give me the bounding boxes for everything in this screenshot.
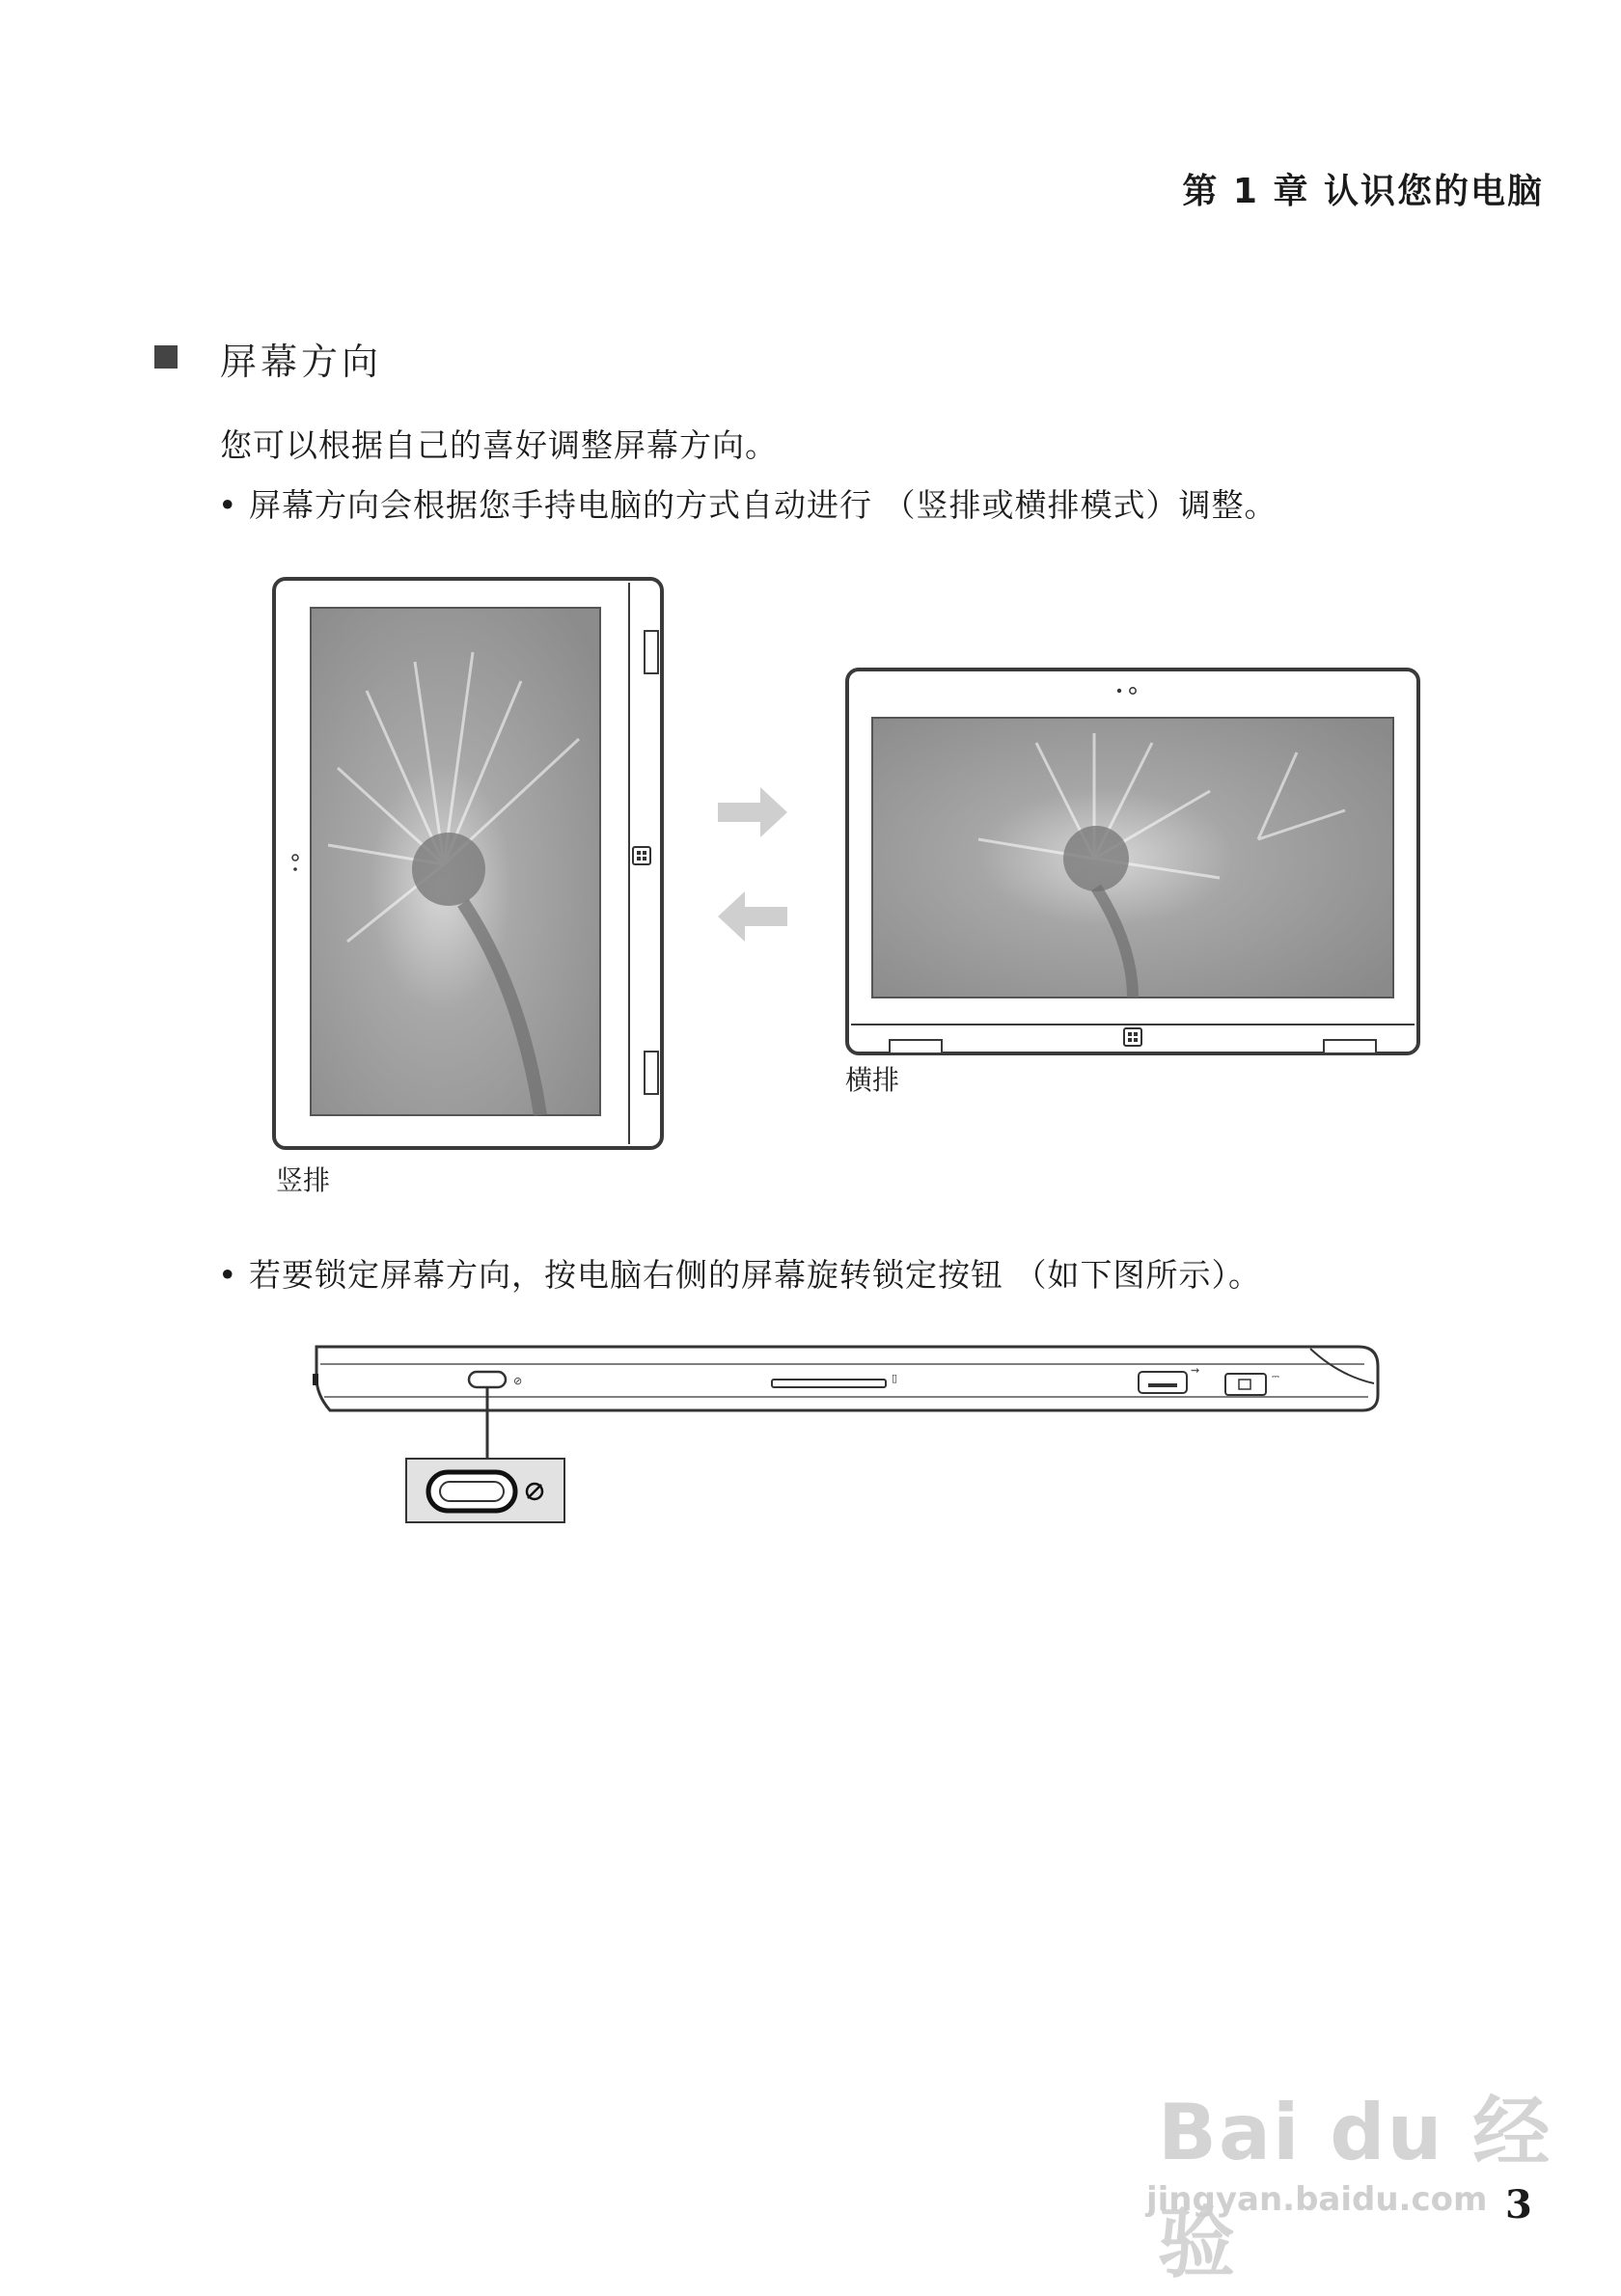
- rotation-lock-button: [469, 1372, 506, 1387]
- hinge-left: [890, 1040, 942, 1053]
- landscape-tablet-illustration: [843, 666, 1422, 1061]
- hinge-top: [645, 631, 658, 673]
- rotation-lock-icon: ⊘: [513, 1375, 523, 1387]
- portrait-tablet-illustration: [270, 575, 666, 1154]
- arrow-left-icon: [714, 888, 791, 945]
- arrow-right-icon: [714, 783, 791, 841]
- landscape-caption: 横排: [845, 1064, 900, 1096]
- windows-button-icon: [633, 847, 650, 864]
- usb-port: [1139, 1372, 1187, 1393]
- bullet-auto-rotate: • 屏幕方向会根据您手持电脑的方式自动进行 （竖排或横排模式）调整。: [218, 486, 1278, 524]
- watermark-url: jingyan.baidu.com: [1146, 2180, 1488, 2219]
- page-number: 3: [1505, 2182, 1532, 2228]
- bullet-rotation-lock: • 若要锁定屏幕方向，按电脑右侧的屏幕旋转锁定按钮 （如下图所示）。: [218, 1256, 1261, 1294]
- section-title: 屏幕方向: [220, 341, 383, 383]
- svg-text:▯: ▯: [892, 1372, 898, 1384]
- chapter-header: 第 1 章 认识您的电脑: [1182, 172, 1544, 211]
- power-icon: ⎓: [1272, 1372, 1279, 1382]
- hinge-bottom: [645, 1052, 658, 1094]
- intro-paragraph: 您可以根据自己的喜好调整屏幕方向。: [220, 426, 778, 464]
- hinge-right: [1324, 1040, 1376, 1053]
- card-reader-slot: [772, 1380, 886, 1387]
- side-view-illustration: [307, 1337, 1387, 1526]
- watermark-logo: Bai du 经验: [1158, 2088, 1552, 2288]
- portrait-caption: 竖排: [276, 1164, 331, 1196]
- usb-icon: ⇝: [1191, 1364, 1200, 1377]
- section-square-icon: [154, 345, 178, 369]
- windows-button-icon: [1124, 1028, 1141, 1046]
